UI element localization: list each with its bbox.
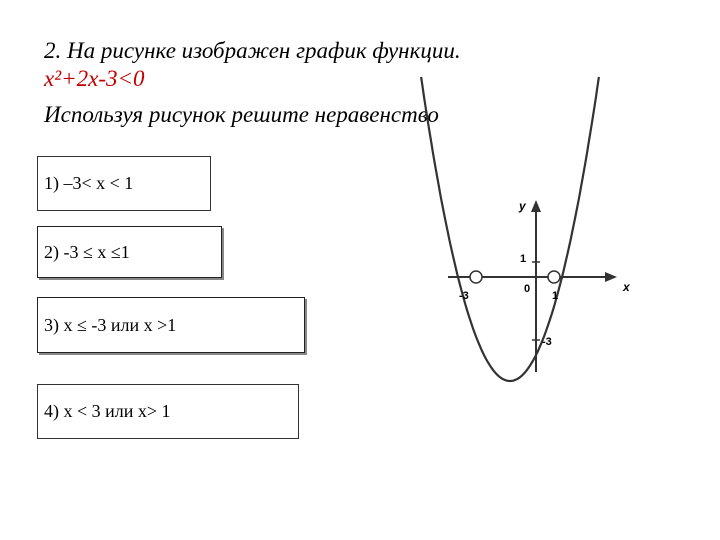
inequality-expression: x²+2x-3<0 [44,66,145,91]
root-marker-left [470,271,482,283]
task-heading: 2. На рисунке изображен график функции. [44,38,461,63]
origin-label: 0 [524,283,531,295]
x-tick-label-1: 1 [552,290,559,302]
answer-option-1-label: 1) –3< x < 1 [44,173,134,193]
answer-option-4-label: 4) x < 3 или x> 1 [44,401,171,421]
answer-option-3-label: 3) x ≤ -3 или x >1 [44,314,177,335]
x-tick-label-neg3: -3 [459,290,469,302]
root-marker-right [548,271,560,283]
y-axis-label: y [519,199,526,213]
parabola-curve [421,77,599,381]
y-axis-arrow-icon [531,200,541,212]
y-tick-label-1: 1 [520,253,527,265]
task-instruction: Используя рисунок решите неравенство [44,102,439,127]
x-axis-arrow-icon [605,272,617,282]
y-tick-label-neg3: -3 [542,336,552,348]
answer-option-2-label: 2) -3 ≤ x ≤1 [44,241,130,262]
x-axis-label: x [623,280,630,294]
